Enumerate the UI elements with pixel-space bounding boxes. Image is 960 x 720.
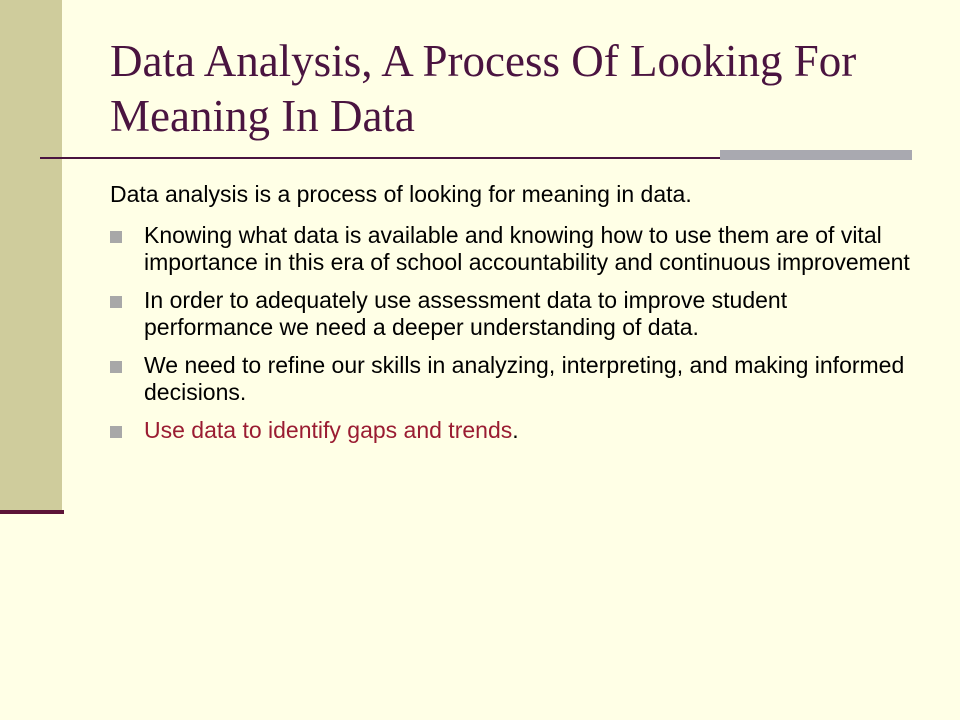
square-bullet-icon xyxy=(110,296,122,308)
bullet-text: Knowing what data is available and knowing how to use them are of vital importance in this era of school accountability and continuous improvement xyxy=(144,222,910,275)
bullet-text: In order to adequately use assessment data to improve student performance we need a deeper understanding of data. xyxy=(144,287,788,340)
slide-body xyxy=(110,172,910,455)
square-bullet-icon xyxy=(110,231,122,243)
intro-paragraph: Data analysis is a process of looking for meaning in data. xyxy=(110,181,692,207)
square-bullet-icon xyxy=(110,361,122,373)
bullet-item xyxy=(110,222,910,276)
bullet-text: We need to refine our skills in analyzing, interpreting, and making informed decisions. xyxy=(144,352,905,405)
square-bullet-icon xyxy=(110,426,122,438)
bullet-item xyxy=(110,352,910,406)
bullet-item xyxy=(110,287,910,341)
bullet-item xyxy=(110,417,910,444)
slide-title: Data Analysis, A Process Of Looking For Meaning In Data xyxy=(110,36,857,141)
sidebar-decoration xyxy=(0,0,62,512)
sidebar-underline xyxy=(0,510,64,514)
title-accent-bar xyxy=(720,150,912,160)
highlighted-bullet-text: Use data to identify gaps and trends xyxy=(144,417,513,443)
bullet-list xyxy=(110,222,910,444)
bullet-punctuation: . xyxy=(512,417,519,443)
